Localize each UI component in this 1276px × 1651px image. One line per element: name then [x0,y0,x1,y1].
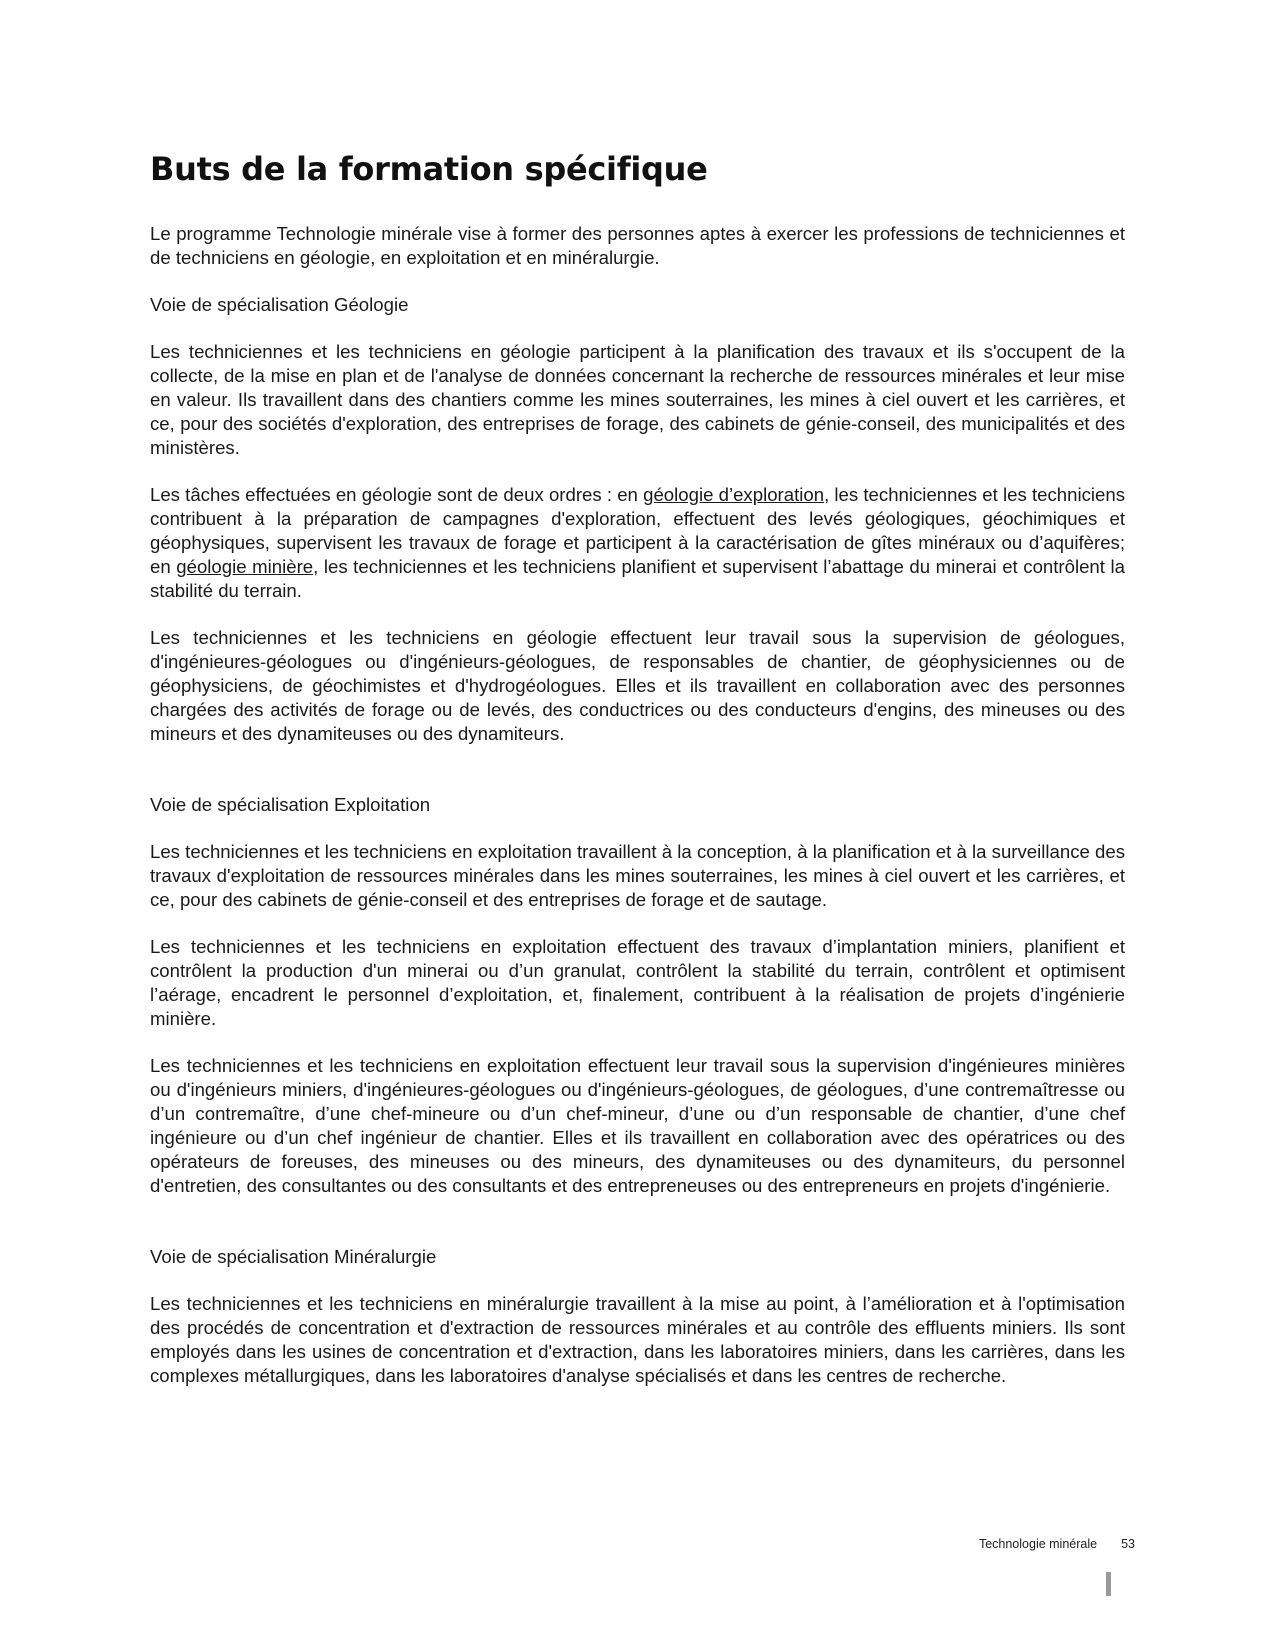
term-geologie-miniere: géologie minière [176,556,314,577]
geologie-paragraph-3: Les techniciennes et les techniciens en géologie effectuent leur travail sous la supervision de géologues, d'ingénieures-géologues ou d'ingénieurs-géologues, de responsables de chantier, de géophysiciennes ou de géophysiciens, de géochimistes et d'hydrogéologues. Elles et ils travaillent en collaboration avec des personnes chargées des activités de forage ou de levés, des conductrices ou des conducteurs d'engins, des mineuses ou des mineurs et des dynamiteuses ou des dynamiteurs. [150,627,1125,744]
page-footer [960,1537,1135,1551]
heading-exploitation: Voie de spécialisation Exploitation [150,794,431,815]
page-number: 53 [1121,1537,1135,1551]
heading-mineralurgie: Voie de spécialisation Minéralurgie [150,1246,437,1267]
mineralurgie-paragraph-1: Les techniciennes et les techniciens en minéralurgie travaillent à la mise au point, à l’amélioration et à l'optimisation des procédés de concentration et d'extraction de ressources minérales et au contrôle des effluents miniers. Ils sont employés dans les usines de concentration et d'extraction, dans les laboratoires miniers, dans les carrières, dans les complexes métallurgiques, dans les laboratoires d'analyse spécialisés et dans les centres de recherche. [150,1293,1125,1386]
footer-label: Technologie minérale [978,1537,1098,1551]
exploitation-paragraph-2: Les techniciennes et les techniciens en exploitation effectuent des travaux d’implantation miniers, planifient et contrôlent la production d'un minerai ou d’un granulat, contrôlent la stabilité du terrain, contrôlent et optimisent l’aérage, encadrent le personnel d’exploitation, et, finalement, contribuent à la réalisation de projets d’ingénierie minière. [150,936,1125,1029]
exploitation-paragraph-3: Les techniciennes et les techniciens en exploitation effectuent leur travail sous la supervision d'ingénieures minières ou d'ingénieurs miniers, d'ingénieures-géologues ou d'ingénieurs-géologues, de géologues, d’une contremaîtresse ou d’un contremaître, d’une chef-mineure ou d’un chef-mineur, d’une ou d’un responsable de chantier, d’une chef ingénieure ou d’un chef ingénieur de chantier. Elles et ils travaillent en collaboration avec des opératrices ou des opérateurs de foreuses, des mineuses ou des mineurs, des dynamiteuses ou des dynamiteurs, du personnel d'entretien, des consultantes ou des consultants et des entrepreneuses ou des entrepreneurs en projets d'ingénierie. [150,1055,1125,1196]
geologie-paragraph-2 [150,483,1125,603]
footer-marker-bar [1106,1572,1111,1596]
geologie-paragraph-1: Les techniciennes et les techniciens en géologie participent à la planification des travaux et ils s'occupent de la collecte, de la mise en plan et de l'analyse de données concernant la recherche de ressources minérales et leur mise en valeur. Ils travaillent dans des chantiers comme les mines souterraines, les mines à ciel ouvert et les carrières, et ce, pour des sociétés d'exploration, des entreprises de forage, des cabinets de génie-conseil, des municipalités et des ministères. [150,341,1125,458]
term-geologie-exploration: géologie d’exploration [643,484,825,505]
geologie-p2-text-c: , les techniciennes et les techniciens planifient et supervisent l’abattage du minerai et contrôlent la stabilité du terrain. [150,556,1125,601]
geologie-p2-text-b: , les techniciennes et les techniciens contribuent à la préparation de campagnes d'exploration, effectuent des levés géologiques, géochimiques et géophysiques, supervisent les travaux de forage et participent à la caractérisation de gîtes minéraux ou d’aquifères; en [150,484,1125,577]
intro-paragraph: Le programme Technologie minérale vise à former des personnes aptes à exercer les professions de techniciennes et de techniciens en géologie, en exploitation et en minéralurgie. [150,223,1125,268]
heading-geologie: Voie de spécialisation Géologie [150,294,409,315]
page-content [150,150,1125,1411]
exploitation-paragraph-1: Les techniciennes et les techniciens en exploitation travaillent à la conception, à la planification et à la surveillance des travaux d'exploitation de ressources minérales dans les mines souterraines, les mines à ciel ouvert et les carrières, et ce, pour des cabinets de génie-conseil et des entreprises de forage et de sautage. [150,841,1125,910]
geologie-p2-text-a: Les tâches effectuées en géologie sont de deux ordres : en [150,484,644,505]
page-title: Buts de la formation spécifique [150,150,708,188]
